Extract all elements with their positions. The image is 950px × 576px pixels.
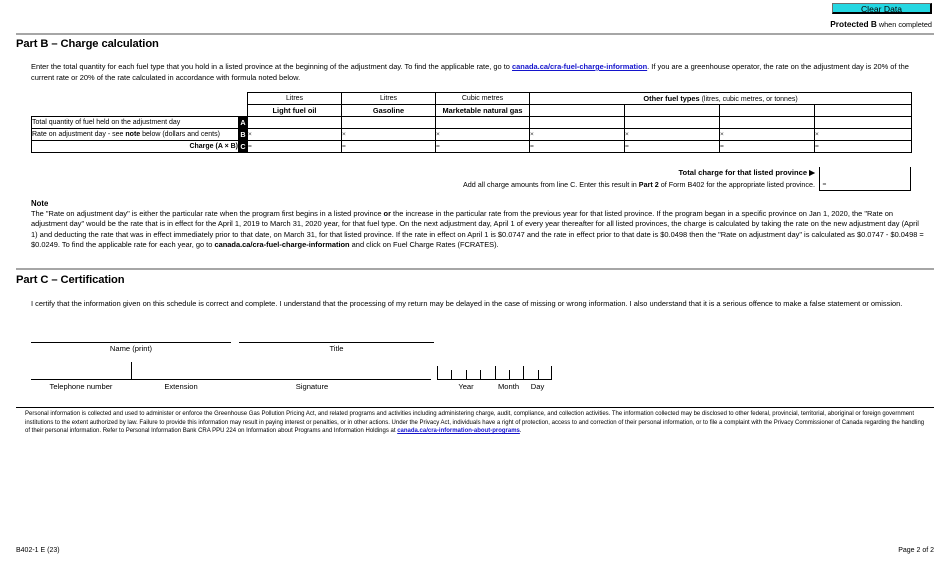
date-tick-3 [480,370,481,379]
date-entry-group[interactable] [437,366,552,380]
charge-calculation-table [31,92,912,153]
fuel-name-light-fuel-oil: Light fuel oil [248,105,342,117]
other-fuel-name-input-1[interactable] [530,105,625,117]
part-c-divider [16,268,934,270]
row-a-input-natural-gas[interactable] [436,117,530,129]
telephone-extension-divider [131,362,132,379]
row-c-value-other-4[interactable]: = [815,141,912,153]
row-a-input-light-fuel-oil[interactable] [248,117,342,129]
note-body [31,209,927,251]
privacy-divider [16,407,934,408]
row-c-value-gasoline[interactable]: = [342,141,436,153]
date-tick-5 [509,370,510,379]
row-b-label [32,129,239,141]
row-letter-b: B [240,130,246,139]
table-fuel-names-row [32,105,912,117]
privacy-text-post: . [519,428,522,434]
month-label: Month [497,382,520,391]
other-fuel-name-input-3[interactable] [720,105,815,117]
spacer-cell [239,105,248,117]
total-equals-mark: = [822,181,827,188]
row-b-input-gasoline[interactable]: × [342,129,436,141]
row-a-input-other-1[interactable] [530,117,625,129]
note-title: Note [31,199,49,208]
day-label: Day [530,382,545,391]
row-c-value-natural-gas[interactable]: = [436,141,530,153]
form-code: B402-1 E (23) [16,547,60,554]
row-a-input-other-2[interactable] [625,117,720,129]
spacer-cell [32,105,239,117]
table-row-b [32,129,912,141]
table-units-row [32,93,912,105]
row-b-input-other-3[interactable]: × [720,129,815,141]
intro-text-pre: Enter the total quantity for each fuel type that you hold in a listed province at the beginning of the adjustment day. To find the applicable rate, go to [31,62,512,71]
fuel-name-natural-gas: Marketable natural gas [436,105,530,117]
date-baseline [437,379,552,380]
privacy-text-pre: Personal information is collected and used to administer or enforce the Greenhouse Gas Pollution Pricing Act, and related programs and activities including administering charge, audit, compliance, and collection activities. The information collected may be disclosed to other federal, provincial, territorial, aboriginal or foreign government institutions to the extent authorized by law. Failure to provide this information may result in paying interest or penalties, or in other actions. Under the Privacy Act, individuals have a right of protection, access to and correction of their personal information, or to file a complaint with the Privacy Commissioner of Canada regarding the handling of their personal information. Refer to Personal Information Bank CRA PPU 224 on Information about Programs and Information Holdings at [25,411,925,434]
protected-b-suffix: when completed [876,20,932,29]
total-charge-input[interactable] [819,167,911,191]
other-fuel-types-units: (litres, cubic metres, or tonnes) [699,96,798,103]
other-fuel-types-strong: Other fuel types [643,94,700,103]
row-b-input-light-fuel-oil[interactable]: × [248,129,342,141]
row-b-input-natural-gas[interactable]: × [436,129,530,141]
total-instruction-post: of Form B402 for the appropriate listed province. [658,180,815,189]
year-label: Year [458,382,474,391]
title-field-label: Title [329,344,344,353]
row-letter-a: A [240,118,246,127]
note-bold-or: or [383,209,391,218]
row-b-label-note: note [125,131,141,138]
spacer-cell [239,93,248,105]
date-tick-1 [451,370,452,379]
unit-header-light-fuel-oil: Litres [248,93,342,105]
part-b-intro-paragraph [31,62,927,83]
row-c-value-other-1[interactable]: = [530,141,625,153]
cra-information-about-programs-link[interactable]: canada.ca/cra-information-about-programs [397,428,520,434]
row-c-value-other-3[interactable]: = [720,141,815,153]
note-link-text: canada.ca/cra-fuel-charge-information [214,240,350,250]
row-a-label: Total quantity of fuel held on the adjustment day [32,117,239,129]
page-number: Page 2 of 2 [898,547,934,554]
signature-line[interactable] [193,379,431,380]
total-charge-label: Total charge for that listed province ▶ [678,168,815,177]
total-charge-labels [390,167,819,191]
date-tick-4 [495,366,496,379]
title-field-line[interactable] [239,342,434,343]
unit-header-gasoline: Litres [342,93,436,105]
clear-data-button[interactable]: Clear Data [832,3,932,14]
date-tick-0 [437,366,438,379]
table-row-c [32,141,912,153]
row-c-value-light-fuel-oil[interactable]: = [248,141,342,153]
table-row-a [32,117,912,129]
date-tick-2 [466,370,467,379]
unit-header-natural-gas: Cubic metres [436,93,530,105]
row-a-input-gasoline[interactable] [342,117,436,129]
extension-label: Extension [164,382,198,391]
date-tick-7 [538,370,539,379]
other-fuel-name-input-4[interactable] [815,105,912,117]
name-print-line[interactable] [31,342,231,343]
protected-b-label [0,19,932,29]
note-text-mid: the increase in the particular rate from the previous year for that listed province. If the program began in a specific province on Jan 1, 2020, the "Rate on adjustment day" would be the rate that is in effect for the April 1, 2019 to March 31, 2020 year, for that fuel type. On the next adjustment day, April 1 of every year thereafter for all listed provinces, the charge is calculated by taking the rate on the new adjustment day (April 1) and deducting the rate that was in effect immediately prior to that date, on March 31, for that listed province. If the rate in effect on April 1 is $0.0747 and the rate in effect prior to that date is $0.0498 then the "Rate on adjustment day" is calculated as $0.0747 - $0.0498 = $0.0249. To find the applicable rate for each year, go to [31,209,924,250]
spacer-cell [32,93,239,105]
name-print-label: Name (print) [109,344,153,353]
part-b-divider [16,33,934,35]
cra-fuel-charge-information-link[interactable]: canada.ca/cra-fuel-charge-information [512,62,648,71]
part-b-title: Part B – Charge calculation [16,38,159,50]
row-a-input-other-4[interactable] [815,117,912,129]
date-tick-8 [551,366,552,379]
total-instruction-pre: Add all charge amounts from line C. Enter this result in [463,180,639,189]
total-instruction-part2: Part 2 [638,180,659,189]
row-b-input-other-4[interactable]: × [815,129,912,141]
row-b-label-pre: Rate on adjustment day - see [32,131,126,138]
row-b-label-post: below (dollars and cents) [140,131,220,138]
signature-label: Signature [295,382,329,391]
row-a-input-other-3[interactable] [720,117,815,129]
row-c-label: Charge (A × B) [32,141,239,153]
certification-paragraph: I certify that the information given on this schedule is correct and complete. I understand that the processing of my return may be delayed in the case of missing or wrong information. I also understand that it is a serious offence to make a false statement or omission. [31,299,903,308]
row-b-input-other-2[interactable]: × [625,129,720,141]
row-b-input-other-1[interactable]: × [530,129,625,141]
telephone-number-label: Telephone number [49,382,113,391]
other-fuel-name-input-2[interactable] [625,105,720,117]
row-c-value-other-2[interactable]: = [625,141,720,153]
protected-b-strong: Protected B [830,19,877,29]
privacy-statement [25,410,930,436]
total-charge-instruction [390,179,819,191]
note-text-pre: The "Rate on adjustment day" is either the particular rate when the program first begins in a listed province [31,209,384,218]
other-fuel-types-header [530,93,912,105]
note-text-post: and click on Fuel Charge Rates (FCRATES). [349,240,499,250]
intro-text-post: . If you are a greenhouse operator, the rate on the adjustment day is 20% of the current rate or 20% of the rate calculated in accordance with formula noted below. [31,62,909,82]
date-tick-6 [523,366,524,379]
part-c-title: Part C – Certification [16,274,125,286]
row-letter-c: C [240,142,246,151]
fuel-name-gasoline: Gasoline [342,105,436,117]
